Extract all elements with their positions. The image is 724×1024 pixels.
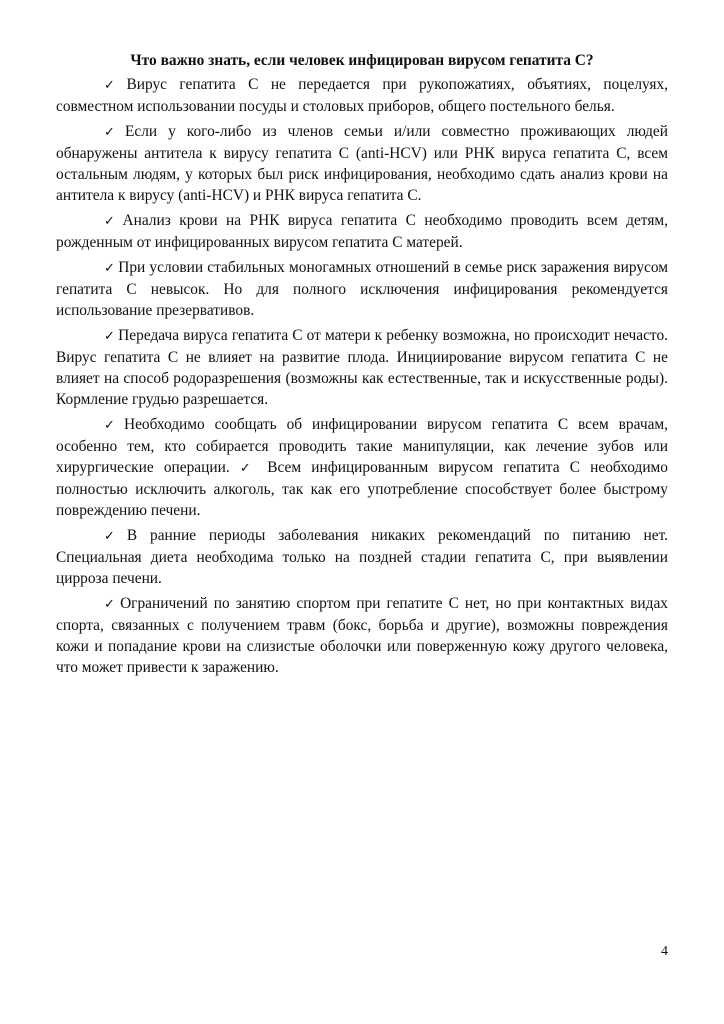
page-number: 4 (661, 944, 668, 959)
paragraph-text: Ограничений по занятию спортом при гепатите С нет, но при контактных видах спорта, связанных с получением травм (бокс, борьба и другие), возможны повреждения кожи и попадание крови на слизистые оболочки или поверженную кожу другого человека, что может привести к заражению. (56, 595, 668, 676)
paragraph-text: Анализ крови на РНК вируса гепатита С необходимо проводить всем детям, рожденным от инфицированных вирусом гепатита С матерей. (56, 212, 668, 251)
paragraph-text: Вирус гепатита С не передается при рукопожатиях, объятиях, поцелуях, совместном использовании посуды и столовых приборов, общего постельного белья. (56, 76, 668, 115)
paragraph-5 (56, 325, 668, 410)
checkmark-icon: ✓ (104, 261, 116, 276)
paragraph-text: В ранние периоды заболевания никаких рекомендаций по питанию нет. Специальная диета необходима только на поздней стадии гепатита С, при выявлении цирроза печени. (56, 527, 668, 587)
checkmark-icon: ✓ (104, 529, 124, 544)
paragraph-3 (56, 210, 668, 253)
paragraph-text: Если у кого-либо из членов семьи и/или совместно проживающих людей обнаружены антитела к вирусу гепатита С (anti-HCV) или РНК вируса гепатита С, всем остальным людям, у которых был риск инфицирования, необходимо сдать анализ крови на антитела к вирусу (anti-HCV) и РНК вируса гепатита С. (56, 123, 668, 204)
checkmark-icon: ✓ (104, 597, 118, 612)
paragraph-text: Передача вируса гепатита С от матери к ребенку возможна, но происходит нечасто. Вирус гепатита С не влияет на развитие плода. Инициирование вирусом гепатита С не влияет на способ родоразрешения (возможны как естественные, так и искусственные роды). Кормление грудью разрешается. (56, 327, 668, 408)
paragraph-7 (56, 525, 668, 589)
paragraph-2 (56, 121, 668, 206)
paragraph-text: При условии стабильных моногамных отношений в семье риск заражения вирусом гепатита С невысок. Но для полного исключения инфицирования рекомендуется использование презервативов. (56, 259, 668, 319)
checkmark-icon: ✓ (104, 125, 123, 140)
checkmark-icon: ✓ (104, 418, 121, 433)
checkmark-icon: ✓ (239, 461, 258, 476)
paragraph-8 (56, 593, 668, 678)
document-title: Что важно знать, если человек инфицирован вирусом гепатита С? (130, 52, 594, 69)
document-content (56, 50, 668, 682)
paragraph-text: Необходимо сообщать об инфицировании вирусом гепатита С всем врачам, особенно тем, кто собирается проводить такие манипуляции, как лечение зубов или хирургические операции. (56, 416, 668, 476)
checkmark-icon: ✓ (104, 329, 116, 344)
paragraph-4 (56, 257, 668, 321)
checkmark-icon: ✓ (104, 78, 124, 93)
paragraph-6 (56, 414, 668, 521)
paragraph-1 (56, 74, 668, 117)
paragraph-text: Всем инфицированным вирусом гепатита С необходимо полностью исключить алкоголь, так как его употребление способствует более быстрому повреждению печени. (56, 459, 668, 519)
checkmark-icon: ✓ (104, 214, 120, 229)
